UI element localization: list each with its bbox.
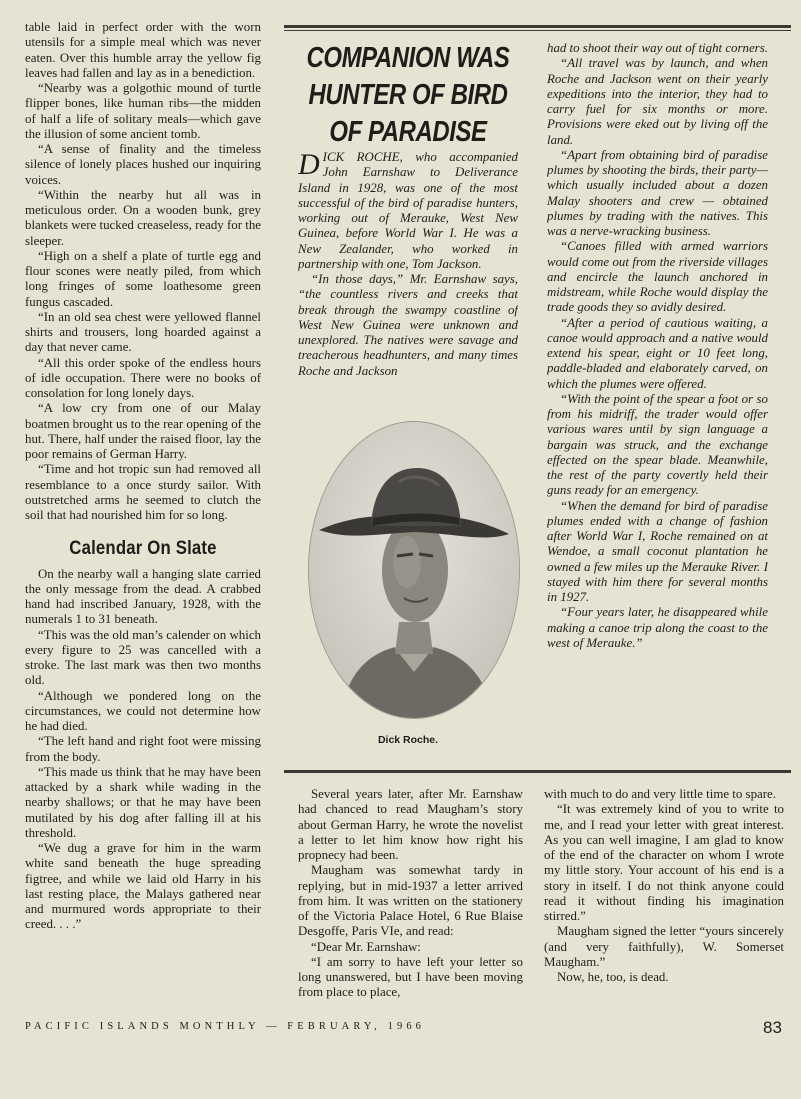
paragraph: “In those days,” Mr. Earnshaw says, “the countless rivers and creeks that break through the swampy coastline of West New Guinea were unknown and unexplored. The natives were savage and treacherous headhunters, and many times Roche and Jackson: [298, 272, 518, 378]
paragraph: “Time and hot tropic sun had removed all resemblance to a once sturdy sailor. With outstretched arms he seemed to clutch the soil that had nourished him for so long.: [25, 462, 261, 522]
paragraph: “Although we pondered long on the circumstances, we could not determine how he had died.: [25, 688, 261, 733]
box-intro-text: [298, 150, 518, 402]
box-right-text: [547, 41, 768, 761]
paragraph: “A low cry from one of our Malay boatmen brought us to the rear opening of the hut. There, half under the raised floor, lay the poor remains of German Harry.: [25, 401, 261, 461]
paragraph: Maugham signed the letter “yours sincerely (and very faithfully), W. Somerset Maugham.”: [544, 924, 784, 969]
paragraph: “A sense of finality and the timeless silence of lonely places hushed our inquiring voices.: [25, 142, 261, 187]
subheading-calendar-on-slate: Calendar On Slate: [69, 537, 217, 560]
paragraph: “All this order spoke of the endless hours of idle occupation. There were no books of consolation for long lonely days.: [25, 355, 261, 400]
paragraph: Maugham was somewhat tardy in replying, but in mid-1937 a letter arrived from him. It was written on the stationery of the Victoria Palace Hotel, 6 Rue Blaise Desgoffe, Paris VIe, and read:: [298, 863, 523, 939]
box-intro-more: [298, 272, 518, 379]
paragraph: with much to do and very little time to spare.: [544, 787, 776, 801]
paragraph: “We dug a grave for him in the warm white sand beneath the huge spreading figtree, and while we laid old Harry in his last resting place, the Malays gathered near and murmured words appropriate to their creed. . . .”: [25, 841, 261, 932]
paragraph: “When the demand for bird of paradise plumes ended with a change of fashion after World War I, Roche remained on at Wendoe, a small coconut plantation he owned a few miles up the Merauke River. I stayed with him there for several months in 1927.: [547, 498, 768, 604]
bottom-middle-column: [298, 787, 523, 1007]
paragraph: “In an old sea chest were yellowed flannel shirts and trousers, long hoarded against a day that never came.: [25, 309, 261, 355]
paragraph: had to shoot their way out of tight corners.: [547, 41, 768, 55]
paragraph: “It was extremely kind of you to write to me, and I read your letter with great interest. As you can well imagine, I am glad to know of the end of the character on whom I wrote my little story. Your account of his end is a story in itself. I do not think anyone could read it without finding his imagination stirred.”: [544, 802, 784, 923]
footer-publication-line: PACIFIC ISLANDS MONTHLY — FEBRUARY, 1966: [25, 1021, 426, 1032]
paragraph: “After a period of cautious waiting, a canoe would approach and a native would extend his spear, eight or 10 feet long, paddle-bladed and elaborately carved, on which the plumes were offered.: [547, 315, 768, 391]
paragraph: Now, he, too, is dead.: [557, 970, 669, 984]
paragraph: “The left hand and right foot were missing from the body.: [25, 734, 261, 764]
paragraph: “This was the old man’s calender on which every figure to 25 was cancelled with a stroke. The last mark was then two months old.: [25, 627, 261, 688]
paragraph: Several years later, after Mr. Earnshaw had chanced to read Maugham’s story about German Harry, he wrote the novelist a letter to let him know how right his propnecy had been.: [298, 787, 523, 862]
box-first-paragraph-text: ICK ROCHE, who accompanied John Earnshaw to Deliverance Island in 1928, was one of the most successful of the bird of paradise hunters, working out of Merauke, West New Guinea, before World War I. He was a New Zealander, who worked in partnership with one, Tom Jackson.: [298, 150, 518, 271]
paragraph: “I am sorry to have left your letter so long unanswered, but I have been moving from place to place,: [298, 954, 523, 1000]
paragraph: table laid in perfect order with the worn utensils for a simple meal which was never eaten. Over this humble array the yellow fig leaves had fallen and lay as in a benediction.: [25, 20, 261, 80]
portrait-illustration: [309, 422, 519, 718]
paragraph: “High on a shelf a plate of turtle egg and flour scones were neatly piled, from which long fringes of some loathesome green fungus cascaded.: [25, 248, 261, 309]
bottom-right-column: [544, 787, 784, 1007]
photo-caption: Dick Roche.: [377, 734, 439, 746]
left-column-top-text: [25, 20, 261, 523]
paragraph: “Nearby was a golgothic mound of turtle flipper bones, like human ribs—the midden of half a life of solitary meals—which gave the illusion of some ancient tomb.: [25, 81, 261, 141]
article-headline: COMPANION WAS HUNTER OF BIRD OF PARADISE: [306, 42, 510, 148]
box-first-paragraph: [298, 150, 518, 272]
paragraph: “Four years later, he disappeared while making a canoe trip along the coast to the west of Merauke.”: [547, 605, 768, 650]
portrait-photo: [308, 421, 520, 719]
paragraph: “With the point of the spear a foot or so from his midriff, the trader would offer various wares until by sign language a bargain was struck, and the exchange effected on the spear blade. Meanwhile, the rest of the party covertly held their guns ready for an emergency.: [547, 391, 768, 498]
paragraph: “Dear Mr. Earnshaw:: [311, 939, 421, 954]
page-number: 83: [763, 1018, 782, 1037]
paragraph: “All travel was by launch, and when Roche and Jackson went on their yearly expeditions into the interior, they had to carry fuel for six months or more. Provisions were eked out by living off the land.: [547, 56, 768, 147]
paragraph: “Within the nearby hut all was in meticulous order. On a wooden bunk, grey blankets were tucked creaseless, ready for the sleeper.: [25, 187, 261, 248]
paragraph: “Apart from obtaining bird of paradise plumes by shooting the birds, their party—which usually included about a dozen Malay shooters and crew — obtained plumes by trading with the natives. This was a nerve-wracking business.: [547, 147, 768, 238]
left-column: [25, 20, 261, 1025]
paragraph: On the nearby wall a hanging slate carried the only message from the dead. A crabbed hand had inscribed January, 1928, with the numerals 1 to 31 beneath.: [25, 566, 261, 627]
box-top-rule: [284, 30, 791, 31]
paragraph: “Canoes filled with armed warriors would come out from the riverside villages and encircle the launch anchored in midstream, while Roche would display the trade goods they so avidly desired.: [547, 239, 768, 315]
paragraph: “This made us think that he may have been attacked by a shark while wading in the nearby shallows; or that he may have been mutilated by his dog after falling ill at his threshold.: [25, 764, 261, 840]
left-column-bottom-text: [25, 567, 261, 933]
drop-cap: D: [298, 150, 320, 181]
